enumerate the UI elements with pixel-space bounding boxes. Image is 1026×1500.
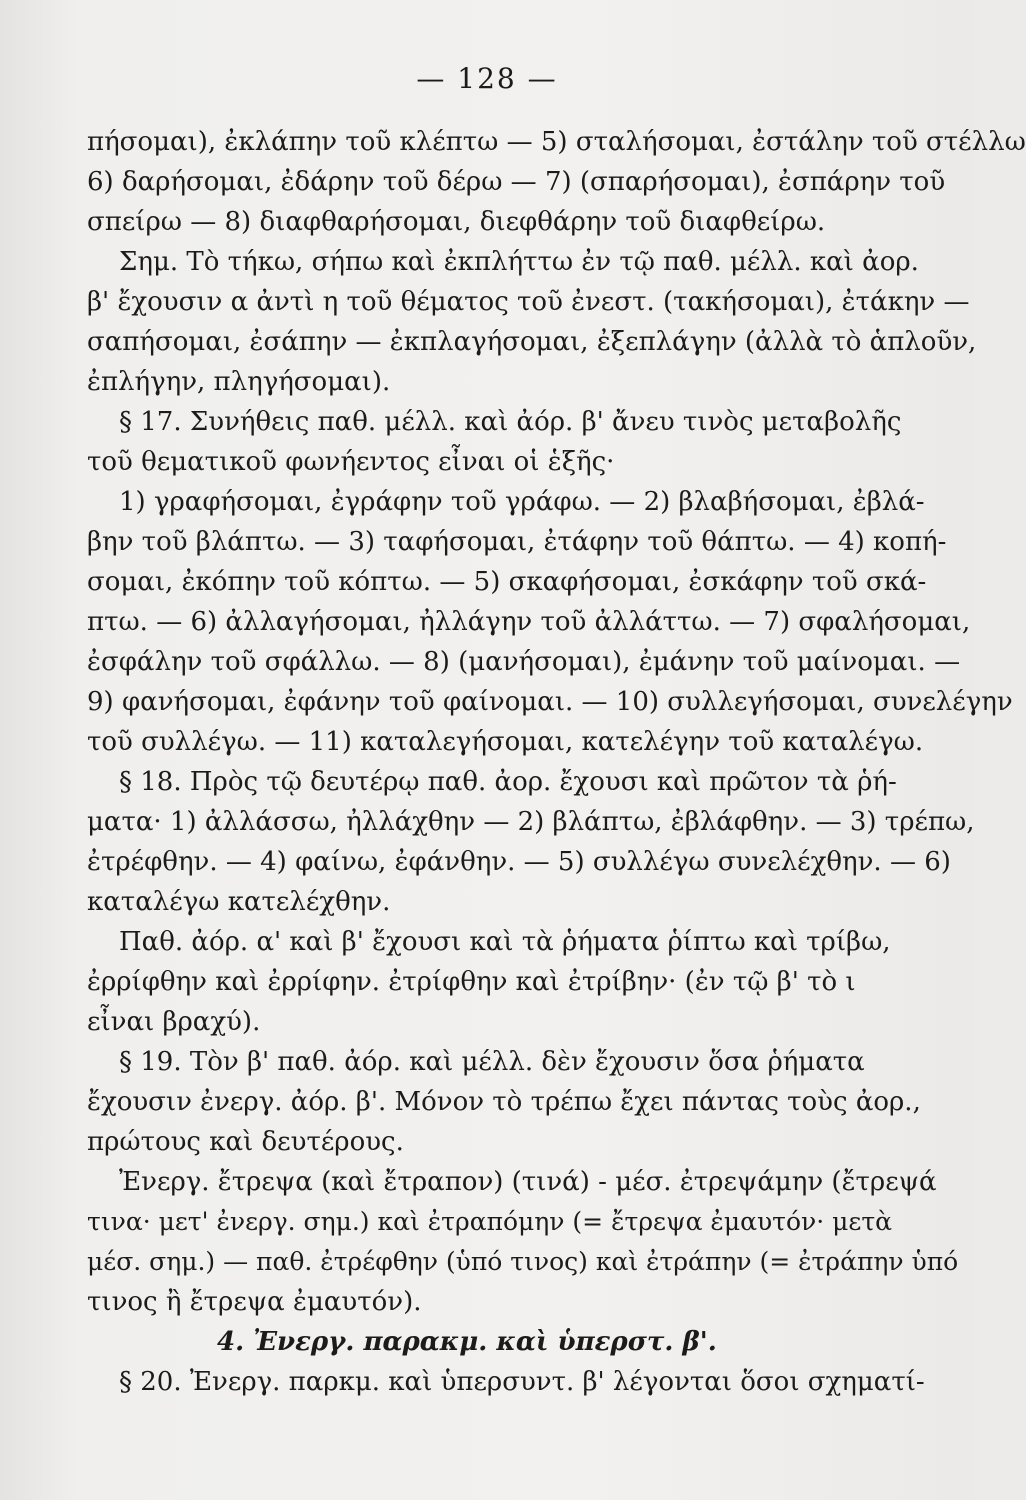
text-line: πρώτους καὶ δευτέρους. — [87, 1127, 404, 1157]
text-line: εἶναι βραχύ). — [87, 1007, 261, 1037]
text-line: ἐσφάλην τοῦ σφάλλω. — 8) (μανήσομαι), ἐμάνην τοῦ μαίνομαι. — — [87, 647, 961, 677]
text-line: 1) γραφήσομαι, ἐγράφην τοῦ γράφω. — 2) βλαβήσομαι, ἐβλά- — [119, 487, 925, 517]
text-line: τινος ἢ ἔτρεψα ἐμαυτόν). — [87, 1287, 422, 1317]
text-line: πτω. — 6) ἀλλαγήσομαι, ἠλλάγην τοῦ ἀλλάττω. — 7) σφαλήσομαι, — [87, 607, 971, 637]
section-20-start: § 20. Ἐνεργ. παρκμ. καὶ ὑπερσυντ. β' λέγονται ὅσοι σχηματί- — [119, 1367, 925, 1397]
paragraph-start: Ἐνεργ. ἔτρεψα (καὶ ἔτραπον) (τινά) - μέσ. ἐτρεψάμην (ἔτρεψά — [119, 1167, 937, 1197]
text-line: σπείρω — 8) διαφθαρήσομαι, διεφθάρην τοῦ διαφθείρω. — [87, 207, 826, 237]
text-line: καταλέγω κατελέχθην. — [87, 887, 391, 917]
text-line: πήσομαι), ἐκλάπην τοῦ κλέπτω — 5) σταλήσομαι, ἐστάλην τοῦ στέλλω — [87, 127, 1026, 157]
text-line: ἐρρίφθην καὶ ἐρρίφην. ἐτρίφθην καὶ ἐτρίβην· (ἐν τῷ β' τὸ ι — [87, 967, 856, 997]
body-text — [87, 122, 1026, 1402]
section-17-start: § 17. Συνήθεις παθ. μέλλ. καὶ ἀόρ. β' ἄνευ τινὸς μεταβολῆς — [119, 407, 902, 437]
text-line: β' ἔχουσιν α ἀντὶ η τοῦ θέματος τοῦ ἐνεστ. (τακήσομαι), ἐτάκην — — [87, 287, 970, 317]
section-19-start: § 19. Τὸν β' παθ. ἀόρ. καὶ μέλλ. δὲν ἔχουσιν ὅσα ῥήματα — [119, 1047, 865, 1077]
text-line: βην τοῦ βλάπτω. — 3) ταφήσομαι, ἐτάφην τοῦ θάπτω. — 4) κοπή- — [87, 527, 947, 557]
text-line: ἔχουσιν ἐνεργ. ἀόρ. β'. Μόνον τὸ τρέπω ἔχει πάντας τοὺς ἀορ., — [87, 1087, 921, 1117]
note-paragraph-start: Σημ. Τὸ τήκω, σήπω καὶ ἐκπλήττω ἐν τῷ παθ. μέλλ. καὶ ἀορ. — [119, 247, 919, 277]
text-line: σομαι, ἐκόπην τοῦ κόπτω. — 5) σκαφήσομαι, ἐσκάφην τοῦ σκά- — [87, 567, 927, 597]
text-line: σαπήσομαι, ἐσάπην — ἐκπλαγήσομαι, ἐξεπλάγην (ἀλλὰ τὸ ἁπλοῦν, — [87, 327, 977, 357]
text-line: ματα· 1) ἀλλάσσω, ἠλλάχθην — 2) βλάπτω, ἐβλάφθην. — 3) τρέπω, — [87, 807, 975, 837]
text-line: τοῦ συλλέγω. — 11) καταλεγήσομαι, κατελέγην τοῦ καταλέγω. — [87, 727, 924, 757]
subsection-heading: 4. Ἐνεργ. παρακμ. καὶ ὑπερστ. β'. — [217, 1327, 717, 1357]
paragraph-start: Παθ. ἀόρ. α' καὶ β' ἔχουσι καὶ τὰ ῥήματα ῥίπτω καὶ τρίβω, — [119, 927, 891, 957]
text-line: μέσ. σημ.) — παθ. ἐτρέφθην (ὑπό τινος) καὶ ἐτράπην (= ἐτράπην ὑπό — [87, 1247, 959, 1276]
text-line: ἐτρέφθην. — 4) φαίνω, ἐφάνθην. — 5) συλλέγω συνελέχθην. — 6) — [87, 847, 951, 877]
text-line: 6) δαρήσομαι, ἐδάρην τοῦ δέρω — 7) (σπαρήσομαι), ἐσπάρην τοῦ — [87, 167, 946, 197]
text-line: τοῦ θεματικοῦ φωνήεντος εἶναι οἱ ἑξῆς· — [87, 447, 615, 477]
text-line: 9) φανήσομαι, ἐφάνην τοῦ φαίνομαι. — 10) συλλεγήσομαι, συνελέγην — [87, 687, 1013, 717]
page-number: — 128 — — [416, 62, 558, 95]
text-line: ἐπλήγην, πληγήσομαι). — [87, 367, 391, 397]
section-18-start: § 18. Πρὸς τῷ δευτέρῳ παθ. ἀορ. ἔχουσι καὶ πρῶτον τὰ ῥή- — [119, 767, 897, 797]
text-line: τινα· μετ' ἐνεργ. σημ.) καὶ ἐτραπόμην (= ἔτρεψα ἐμαυτόν· μετὰ — [87, 1207, 893, 1236]
